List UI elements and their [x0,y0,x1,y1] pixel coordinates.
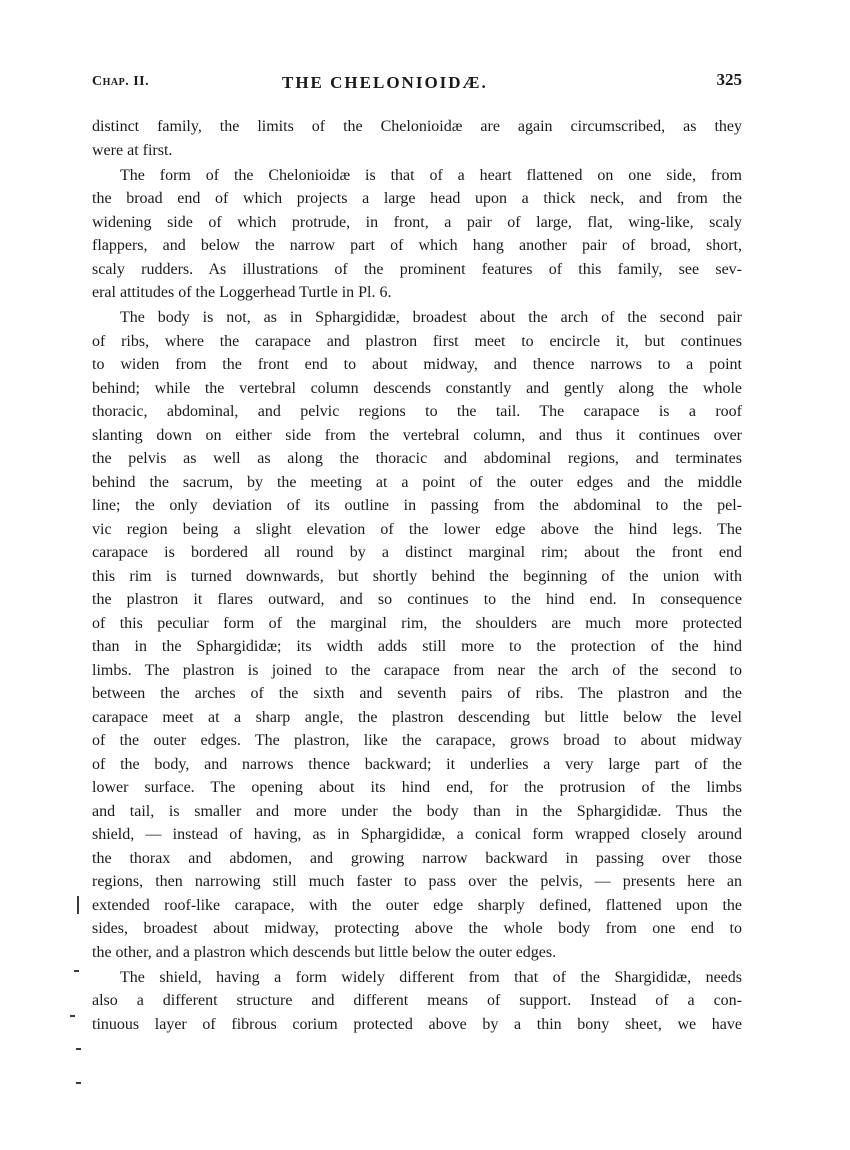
text-line: slanting down on either side from the vertebral column, and thus it continues over [92,426,742,444]
text-line: of ribs, where the carapace and plastron first meet to encircle it, but continues [92,332,742,350]
text-line: flappers, and below the narrow part of which hang another pair of broad, short, [92,237,742,254]
text-line: sides, broadest about midway, protecting above the whole body from one end to [92,920,742,937]
text-line: and tail, is smaller and more under the body than in the Sphargididæ. Thus the [92,802,742,820]
text-line: behind; while the vertebral column descends constantly and gently along the whole [92,379,742,397]
margin-mark [70,1015,75,1017]
text-line: distinct family, the limits of the Chelonioidæ are again circumscribed, as they [92,118,742,135]
text-line: between the arches of the sixth and seventh pairs of ribs. The plastron and the [92,685,742,702]
paragraph [92,306,742,964]
text-line: of the body, and narrows thence backward; it underlies a very large part of the [92,755,742,773]
text-line: line; the only deviation of its outline in passing from the abdominal to the pel- [92,497,742,514]
text-line: limbs. The plastron is joined to the carapace from near the arch of the second to [92,661,742,679]
text-line: the thorax and abdomen, and growing narrow backward in passing over those [92,849,742,867]
paragraph [92,966,742,1037]
text-line: the broad end of which projects a large head upon a thick neck, and from the [92,190,742,207]
running-title: THE CHELONIOIDÆ. [282,73,488,92]
text-line: behind the sacrum, by the meeting at a point of the outer edges and the middle [92,473,742,491]
chapter-label: Chap. II. [92,74,150,89]
text-line: the other, and a plastron which descends but little below the outer edges. [92,943,557,961]
text-line: scaly rudders. As illustrations of the prominent features of this family, see sev- [92,260,742,278]
text-line: to widen from the front end to about midway, and thence narrows to a point [92,356,742,373]
margin-mark [76,1048,81,1050]
text-line: of this peculiar form of the marginal rim, the shoulders are much more protected [92,614,742,632]
text-line: this rim is turned downwards, but shortly behind the beginning of the union with [92,567,742,585]
page-number: 325 [716,70,742,89]
text-line: shield, — instead of having, as in Sphargididæ, a conical form wrapped closely around [92,826,742,843]
body-text [92,115,742,1036]
text-line: carapace is bordered all round by a distinct marginal rim; about the front end [92,544,742,561]
margin-mark [74,970,79,972]
text-line: eral attitudes of the Loggerhead Turtle in Pl. 6. [92,284,392,301]
running-head [92,70,742,98]
text-line: The shield, having a form widely different from that of the Shargididæ, needs [120,968,742,986]
text-line: than in the Sphargididæ; its width adds still more to the protection of the hind [92,638,742,655]
text-line: the plastron it flares outward, and so continues to the hind end. In consequence [92,591,742,608]
paragraph [92,164,742,305]
text-line: The form of the Chelonioidæ is that of a heart flattened on one side, from [120,166,742,184]
text-line: the pelvis as well as along the thoracic and abdominal regions, and terminates [92,450,742,467]
text-line: widening side of which protrude, in front, a pair of large, flat, wing-like, scaly [92,213,742,231]
paragraph [92,115,742,162]
text-line: regions, then narrowing still much faster to pass over the pelvis, — presents here an [92,873,742,890]
text-line: carapace meet at a sharp angle, the plastron descending but little below the level [92,708,742,726]
text-line: tinuous layer of fibrous corium protected above by a thin bony sheet, we have [92,1015,742,1033]
text-line: were at first. [92,141,173,159]
text-line: also a different structure and different means of support. Instead of a con- [92,992,742,1009]
text-line: extended roof-like carapace, with the outer edge sharply defined, flattened upon the [92,896,742,914]
margin-mark [76,1082,81,1084]
text-line: of the outer edges. The plastron, like the carapace, grows broad to about midway [92,732,742,749]
margin-mark [77,896,79,914]
text-line: lower surface. The opening about its hind end, for the protrusion of the limbs [92,779,742,796]
text-line: vic region being a slight elevation of the lower edge above the hind legs. The [92,520,742,538]
text-line: thoracic, abdominal, and pelvic regions to the tail. The carapace is a roof [92,403,742,420]
text-line: The body is not, as in Sphargididæ, broadest about the arch of the second pair [120,309,742,326]
